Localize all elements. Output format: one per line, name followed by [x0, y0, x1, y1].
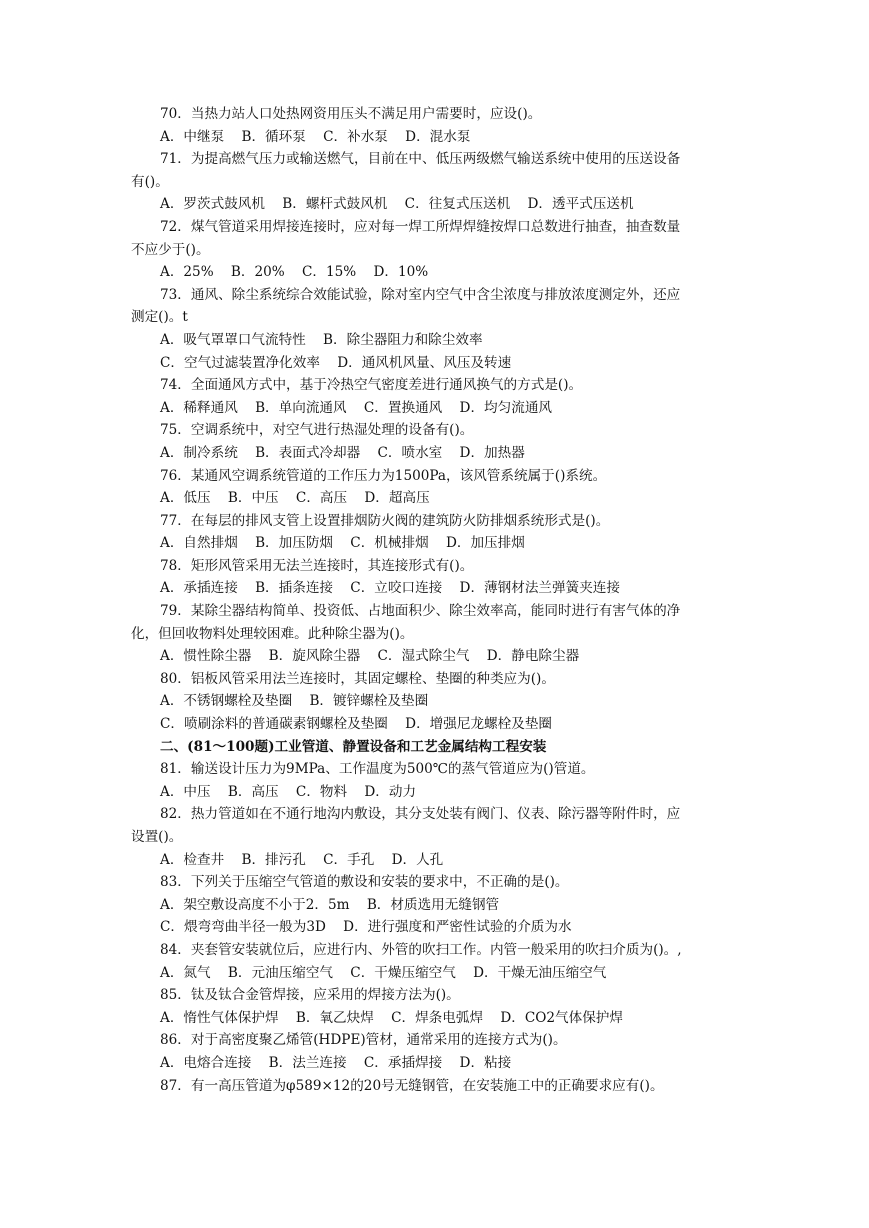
answer-options: A．自然排烟 B．加压防烟 C．机械排烟 D．加压排烟 [160, 535, 525, 552]
section-heading: 二、(81～100题)工业管道、静置设备和工艺金属结构工程安装 [160, 738, 547, 755]
question-text: 71．为提高燃气压力或输送燃气，目前在中、低压两级燃气输送系统中使用的压送设备 [160, 151, 681, 168]
question-continuation: 不应少于()。 [131, 241, 210, 258]
question-text: 82．热力管道如在不通行地沟内敷设，其分支处装有阀门、仪表、除污器等附件时，应 [160, 806, 681, 823]
answer-options: A．氮气 B．元油压缩空气 C．干燥压缩空气 D．干燥无油压缩空气 [160, 964, 607, 981]
answer-options: A．不锈钢螺栓及垫圈 B．镀锌螺栓及垫圈 [160, 693, 429, 710]
answer-options: A．电熔合连接 B．法兰连接 C．承插焊接 D．粘接 [160, 1054, 512, 1071]
answer-options: A．中压 B．高压 C．物料 D．动力 [160, 783, 417, 800]
question-text: 77．在每层的排风支管上设置排烟防火阀的建筑防火防排烟系统形式是()。 [160, 512, 610, 529]
question-text: 87．有一高压管道为φ589×12的20号无缝钢管，在安装施工中的正确要求应有()。 [160, 1077, 664, 1094]
question-text: 78．矩形风管采用无法兰连接时，其连接形式有()。 [160, 557, 474, 574]
answer-options: C．煨弯弯曲半径一般为3D D．进行强度和严密性试验的介质为水 [160, 919, 572, 936]
question-continuation: 有()。 [131, 173, 169, 190]
question-continuation: 设置()。 [131, 829, 183, 845]
question-text: 79．某除尘器结构简单、投资低、占地面积少、除尘效率高，能同时进行有害气体的净 [160, 603, 681, 620]
answer-options: C．空气过滤装置净化效率 D．通风机风量、风压及转速 [160, 354, 512, 371]
question-text: 86．对于高密度聚乙烯管(HDPE)管材，通常采用的连接方式为()。 [160, 1032, 567, 1049]
question-text: 84．夹套管安装就位后，应进行内、外管的吹扫工作。内管一般采用的吹扫介质为()。, [160, 941, 682, 958]
question-text: 74．全面通风方式中，基于冷热空气密度差进行通风换气的方式是()。 [160, 377, 583, 394]
question-text: 76．某通风空调系统管道的工作压力为1500Pa，该风管系统属于()系统。 [160, 467, 607, 484]
question-continuation: 化，但回收物料处理较困难。此种除尘器为()。 [131, 625, 414, 642]
answer-options: A．25% B．20% C．15% D．10% [160, 264, 429, 281]
answer-options: A．检查井 B．排污孔 C．手孔 D．人孔 [160, 851, 444, 868]
answer-options: A．稀释通风 B．单向流通风 C．置换通风 D．均匀流通风 [160, 399, 553, 416]
answer-options: C．喷刷涂料的普通碳素钢螺栓及垫圈 D．增强尼龙螺栓及垫圈 [160, 716, 553, 733]
question-text: 83．下列关于压缩空气管道的敷设和安装的要求中，不正确的是()。 [160, 874, 569, 891]
question-text: 75．空调系统中，对空气进行热湿处理的设备有()。 [160, 422, 474, 439]
question-text: 70．当热力站人口处热网资用压头不满足用户需要时，应设()。 [160, 106, 542, 122]
question-continuation: 测定()。t [131, 309, 188, 326]
answer-options: A．惯性除尘器 B．旋风除尘器 C．湿式除尘气 D．静电除尘器 [160, 648, 580, 665]
question-text: 73．通风、除尘系统综合效能试验，除对室内空气中含尘浓度与排放浓度测定外，还应 [160, 286, 681, 303]
answer-options: A．罗茨式鼓风机 B．螺杆式鼓风机 C．往复式压送机 D．透平式压送机 [160, 196, 634, 213]
answer-options: A．低压 B．中压 C．高压 D．超高压 [160, 490, 430, 507]
answer-options: A．架空敷设高度不小于2．5m B．材质选用无缝钢管 [160, 896, 500, 913]
answer-options: A．制冷系统 B．表面式冷却器 C．喷水室 D．加热器 [160, 444, 525, 461]
question-text: 85．钛及钛合金管焊接，应采用的焊接方法为()。 [160, 987, 460, 1004]
answer-options: A．吸气罩罩口气流特性 B．除尘器阻力和除尘效率 [160, 331, 483, 348]
answer-options: A．中继泵 B．循环泵 C．补水泵 D．混水泵 [160, 128, 471, 145]
document-body [131, 103, 750, 1097]
answer-options: A．承插连接 B．插条连接 C．立咬口连接 D．薄钢材法兰弹簧夹连接 [160, 580, 620, 597]
question-text: 80．铝板风管采用法兰连接时，其固定螺栓、垫圈的种类应为()。 [160, 670, 555, 687]
question-text: 72．煤气管道采用焊接连接时，应对每一焊工所焊焊缝按焊口总数进行抽查，抽查数量 [160, 218, 681, 235]
question-text: 81．输送设计压力为9MPa、工作温度为500℃的蒸气管道应为()管道。 [160, 761, 595, 778]
answer-options: A．惰性气体保护焊 B．氧乙炔焊 C．焊条电弧焊 D．CO2气体保护焊 [160, 1009, 623, 1026]
